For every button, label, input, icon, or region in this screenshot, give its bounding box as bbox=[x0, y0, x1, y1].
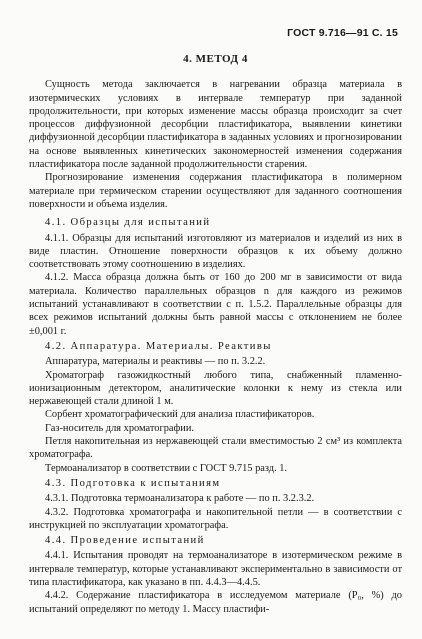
subsection-title-4-4: 4.4. Проведение испытаний bbox=[45, 535, 205, 547]
paragraph-4-4-2: 4.4.2. Содержание пластификатора в исследуемом материале (P₀, %) до испытаний определяют по методу 1. Массу пластифи- bbox=[29, 590, 402, 615]
paragraph-4-3-2: 4.3.2. Подготовка хроматографа и накопительной петли — в соответствии с инструкцией по эксплуатации хроматографа. bbox=[29, 506, 402, 531]
page-header: ГОСТ 9.716—91 С. 15 bbox=[287, 27, 398, 39]
paragraph-4-2-sorbent: Сорбент хроматографический для анализа пластификаторов. bbox=[45, 409, 315, 421]
subsection-title-4-3: 4.3. Подготовка к испытаниям bbox=[45, 477, 221, 489]
paragraph-essence: Сущность метода заключается в нагревании образца материала в изотермических условиях в интервале температур при заданной продолжительности, при которых изменение массы образца происходит за счет процессов диффузионной десорбции пластификатора, выявлении кинетики диффузионной десорбции пластификатора в заданных условиях и прогнозировании на основе выявленных кинетических закономерностей изменения содержания пластификатора после заданной продолжительности старения. bbox=[29, 79, 402, 171]
subsection-title-4-1: 4.1. Образцы для испытаний bbox=[45, 217, 211, 229]
document-body bbox=[29, 53, 402, 616]
paragraph-4-1-2: 4.1.2. Масса образца должна быть от 160 до 200 мг в зависимости от вида материала. Количество параллельных образцов n для каждого из режимов испытаний устанавливают в соответствии с п. 1.5.2. Параллельные образцы для всех режимов испытаний должны быть равной массы с отклонением не более ±0,001 г. bbox=[29, 272, 402, 337]
paragraph-4-2-loop: Петля накопительная из нержавеющей стали вместимостью 2 см³ из комплекта хроматографа. bbox=[29, 436, 402, 461]
section-title: 4. МЕТОД 4 bbox=[183, 53, 248, 65]
paragraph-4-3-1: 4.3.1. Подготовка термоанализатора к работе — по п. 3.2.3.2. bbox=[45, 493, 315, 505]
paragraph-4-2-equipment: Аппаратура, материалы и реактивы — по п. 3.2.2. bbox=[45, 356, 266, 368]
subsection-title-4-2: 4.2. Аппаратура. Материалы. Реактивы bbox=[45, 340, 272, 352]
paragraph-4-2-thermoanalyzer: Термоанализатор в соответствии с ГОСТ 9.715 разд. 1. bbox=[45, 462, 288, 474]
paragraph-4-2-chromatograph: Хроматограф газожидкостный любого типа, снабженный пламенно-ионизационным детектором, аналитические колонки к нему из стекла или нержавеющей стали длиной 1 м. bbox=[29, 369, 402, 408]
paragraph-4-2-carrier-gas: Газ-носитель для хроматографии. bbox=[45, 422, 194, 434]
paragraph-4-1-1: 4.1.1. Образцы для испытаний изготовляют из материалов и изделий из них в виде пластин. Отношение поверхности образцов к их объему должно соответствовать этому соотношению в изделиях. bbox=[29, 232, 402, 271]
paragraph-forecasting: Прогнозирование изменения содержания пластификатора в полимерном материале при термическом старении осуществляют для заданного соотношения поверхности и объема изделия. bbox=[29, 172, 402, 210]
paragraph-4-4-1: 4.4.1. Испытания проводят на термоанализаторе в изотермическом режиме в интервале температур, которые устанавливают экспериментально в зависимости от типа пластификатора, как указано в пп. 4.4.3—4.4.5. bbox=[29, 550, 402, 588]
